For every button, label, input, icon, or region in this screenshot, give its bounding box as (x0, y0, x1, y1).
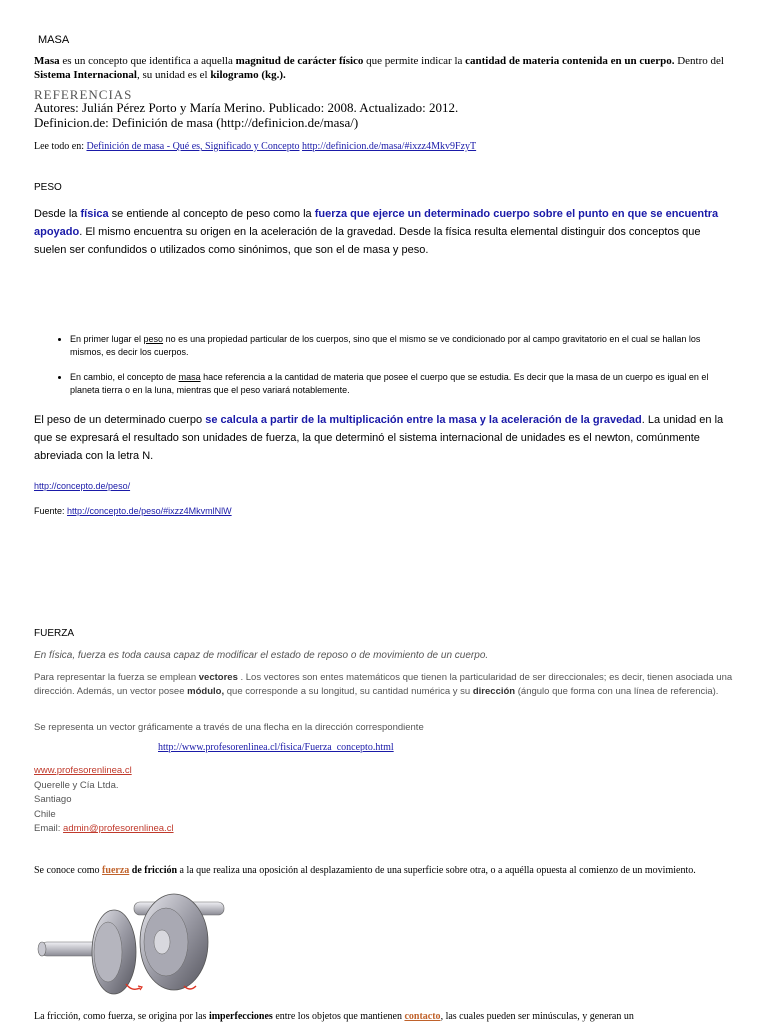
link-email[interactable]: admin@profesorenlinea.cl (63, 823, 174, 834)
address-country: Chile (34, 808, 56, 820)
link-fuente[interactable]: http://concepto.de/peso/#ixzz4MkvmlNlW (67, 506, 232, 516)
referencias-line-1: Autores: Julián Pérez Porto y María Merino. Publicado: 2008. Actualizado: 2012. (34, 100, 459, 115)
peso-paragraph-1: Desde la física se entiende al concepto de peso como la fuerza que ejerce un determinado cuerpo sobre el punto en que se encuentra apoyado. El mismo encuentra su origen en la aceleración de la gravedad. Desde la física resulta elemental distinguir dos conceptos que suelen ser confundidos o utilizados como sinónimos, que son el de masa y peso. (34, 208, 719, 256)
masa-heading: MASA (38, 34, 70, 46)
link-fuerza[interactable]: fuerza (102, 865, 130, 876)
friccion-paragraph-2: La fricción, como fuerza, se origina por las imperfecciones entre los objetos que mantienen contacto, las cuales pueden ser minúsculas, y generan un (34, 1011, 634, 1022)
link-concepto-peso[interactable]: http://concepto.de/peso/ (34, 481, 131, 491)
friccion-paragraph-1: Se conoce como fuerza de fricción a la que realiza una oposición al desplazamiento de una superficie sobre otra, o a aquélla opuesta al comienzo de un movimiento. (34, 865, 696, 876)
address-city: Santiago (34, 794, 72, 805)
fuerza-definition: En física, fuerza es toda causa capaz de modificar el estado de reposo o de movimiento de un cuerpo. (34, 650, 489, 661)
peso-link (34, 481, 130, 491)
term-masa: Masa (34, 55, 60, 67)
lee-link-definicion[interactable]: Definición de masa - Qué es, Significado y Concepto (86, 141, 300, 152)
peso-heading: PESO (34, 182, 62, 193)
link-fuerza-ejerce[interactable]: fuerza que ejerce un determinado cuerpo sobre el punto en que se encuentra apoyado (34, 208, 719, 238)
fuerza-paragraph-1: Para representar la fuerza se emplean vectores . Los vectores son entes matemáticos que tienen la particularidad de ser direccionales; es decir, tienen asociada una dirección. Además, un vector posee módulo, que corresponde a su longitud, su cantidad numérica y su dirección (ángulo que forma con una línea de referencia). (34, 672, 733, 697)
bullet-item-masa: • En cambio, el concepto de masa hace referencia a la cantidad de materia que posee el cuerpo que se estudia. Es decir que la masa de un cuerpo es igual en el planeta tierra o en la luna, mientras que el peso variará notablemente. (70, 371, 734, 397)
link-multiplicacion[interactable]: se calcula a partir de la multiplicación entre la masa y la aceleración de la gravedad (205, 414, 642, 426)
link-profesorenlinea-fuerza[interactable]: http://www.profesorenlinea.cl/fisica/Fuerza_concepto.html (158, 742, 394, 753)
referencias-line-2: Definicion.de: Definición de masa (http://definicion.de/masa/) (34, 115, 359, 130)
bullet-item-peso: • En primer lugar el peso no es una propiedad particular de los cuerpos, sino que el mismo se ve condicionado por al campo gravitatorio en el cual se hallan los mismos, es decir los cuerpos. (70, 333, 734, 359)
fuerza-paragraph-2: Se representa un vector gráficamente a través de una flecha en la dirección correspondiente (34, 722, 424, 733)
referencias-heading: REFERENCIAS (34, 87, 133, 102)
link-profesorenlinea-site[interactable]: www.profesorenlinea.cl (34, 765, 132, 776)
peso-bullets (48, 333, 734, 409)
masa-paragraph: Masa es un concepto que identifica a aquella magnitud de carácter físico que permite indicar la cantidad de materia contenida en un cuerpo. Dentro del Sistema Internacional, su unidad es el kilogramo (kg.). (34, 55, 724, 81)
fuerza-heading: FUERZA (34, 628, 74, 639)
link-peso[interactable]: peso (143, 334, 164, 344)
lee-todo-line: Lee todo en: Definición de masa - Qué es, Significado y Concepto http://definicion.de/masa/#ixzz4Mkv9FzyT (34, 141, 477, 152)
link-contacto[interactable]: contacto (404, 1011, 441, 1022)
lee-link-url[interactable]: http://definicion.de/masa/#ixzz4Mkv9FzyT (301, 141, 477, 152)
fuerza-link-line (158, 742, 394, 753)
link-masa[interactable]: masa (178, 372, 201, 382)
friction-wheels-image (34, 886, 234, 1004)
fuente-line: Fuente: http://concepto.de/peso/#ixzz4MkvmlNlW (34, 506, 232, 516)
peso-paragraph-2: El peso de un determinado cuerpo se calcula a partir de la multiplicación entre la masa y la aceleración de la gravedad. La unidad en la que se expresará el resultado son unidades de fuerza, la que determinó el sistema internacional de unidades es el newton, comúnmente abreviada con la letra N. (34, 414, 724, 462)
link-fisica[interactable]: física (80, 208, 109, 220)
address-company: Querelle y Cía Ltda. (34, 779, 119, 791)
fuerza-contact-block: www.profesorenlinea.cl Querelle y Cía Ltda. Santiago Chile Email: admin@profesorenlinea.cl (34, 765, 174, 834)
